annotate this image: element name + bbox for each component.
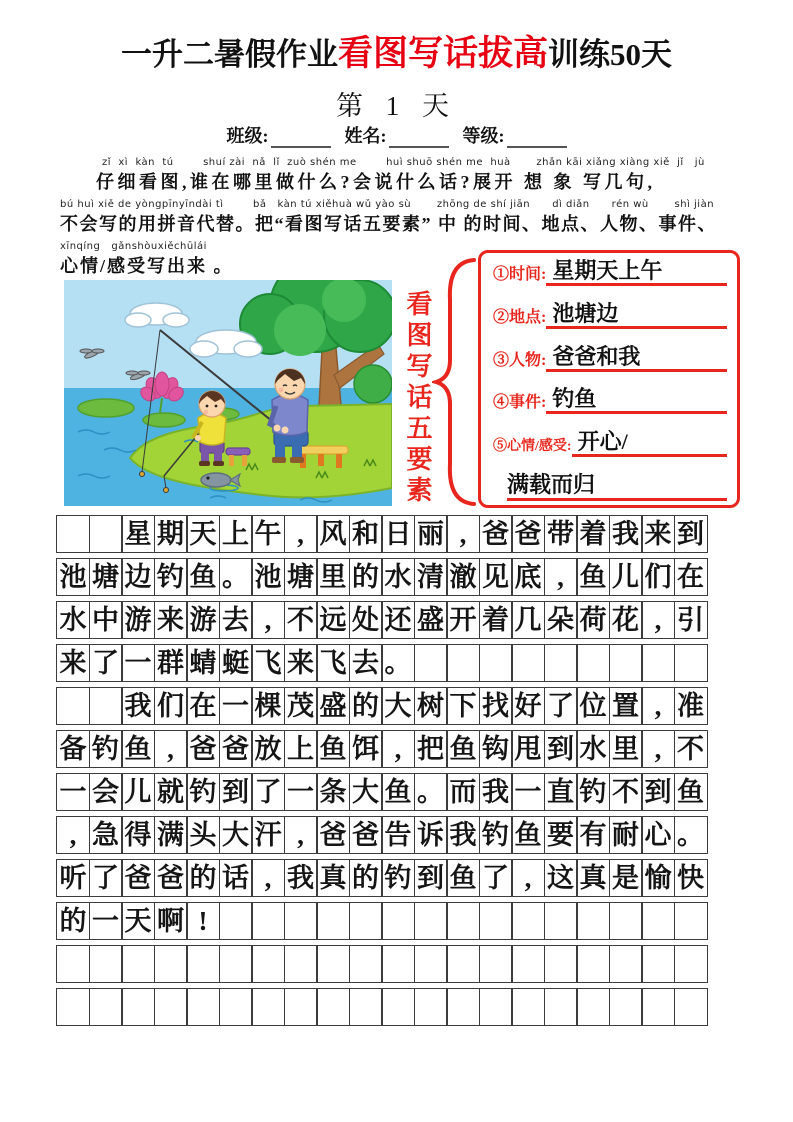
grid-cell: 塘 [284,558,318,596]
grid-cell: 鱼 [381,773,415,811]
grid-cell: , [251,601,285,639]
grid-cell: 得 [121,816,155,854]
element-feeling-value2: 满载而归 [507,473,727,501]
grid-cell: 一 [56,773,90,811]
grid-cell: 鱼 [316,730,350,768]
grid-cell [154,945,188,983]
grid-row [56,945,738,983]
five-elements-box [478,250,740,508]
grid-row [56,515,738,553]
grid-cell: 来 [56,644,90,682]
grid-cell [219,988,253,1026]
grid-cell [381,988,415,1026]
day-title: 第 1 天 [336,91,457,121]
grid-cell [479,902,513,940]
grid-cell [511,902,545,940]
grid-cell [89,687,123,725]
grid-cell: 了 [479,859,513,897]
grid-cell: 鱼 [446,730,480,768]
grid-cell: 的 [349,558,383,596]
grid-cell: 几 [511,601,545,639]
grid-row [56,644,738,682]
grid-cell: , [154,730,188,768]
grid-cell [251,988,285,1026]
grid-cell: 饵 [349,730,383,768]
grid-cell [641,902,675,940]
grid-cell: 的 [56,902,90,940]
grid-cell: 日 [381,515,415,553]
grid-cell [349,902,383,940]
grid-cell: 到 [219,773,253,811]
grid-cell: 上 [284,730,318,768]
grid-cell: 鱼 [446,859,480,897]
grid-cell [511,945,545,983]
grid-cell: 鱼 [186,558,220,596]
element-place-value: 池塘边 [546,302,727,329]
grid-cell: 池 [56,558,90,596]
brace-icon [432,256,480,508]
grid-cell: 大 [219,816,253,854]
class-blank [271,126,331,148]
grid-cell: 就 [154,773,188,811]
grid-cell: 到 [674,515,708,553]
grid-cell: 池 [251,558,285,596]
grid-cell: , [511,859,545,897]
grid-cell: 带 [544,515,578,553]
element-time-value: 星期天上午 [546,259,727,286]
grid-cell: 我 [446,816,480,854]
grid-cell: , [446,515,480,553]
grid-cell: 钓 [479,816,513,854]
grid-cell: 爸 [154,859,188,897]
grid-cell: , [544,558,578,596]
grade-label: 等级: [462,126,505,146]
grid-cell: 游 [186,601,220,639]
grid-row [56,558,738,596]
grid-cell [609,902,643,940]
element-place [493,302,727,329]
grid-cell [186,945,220,983]
grid-cell [219,945,253,983]
grid-cell: 的 [349,687,383,725]
grid-cell [349,988,383,1026]
grid-cell: 爸 [349,816,383,854]
instruction-text-3: 心情/感受写出来 。 [60,256,234,276]
grid-cell: 处 [349,601,383,639]
grid-cell: 。 [381,644,415,682]
grid-cell: 好 [511,687,545,725]
grid-cell: 满 [154,816,188,854]
grid-cell: 。 [674,816,708,854]
grid-cell: 找 [479,687,513,725]
title-highlight: 看图写话拔高 [337,34,548,73]
grid-cell [674,644,708,682]
grid-cell: 上 [219,515,253,553]
grid-cell [56,945,90,983]
grid-cell: 我 [479,773,513,811]
grid-cell: 直 [544,773,578,811]
grid-cell: 盛 [316,687,350,725]
grid-cell: 汗 [251,816,285,854]
element-feeling-label: ⑤心情/感受: [493,439,572,455]
element-person [493,345,727,372]
grid-row [56,773,738,811]
grid-cell: , [284,816,318,854]
grid-cell [284,902,318,940]
grid-cell [316,902,350,940]
grid-cell: 水 [576,730,610,768]
grid-cell: 群 [154,644,188,682]
grid-cell [121,945,155,983]
grid-cell: 听 [56,859,90,897]
grid-cell: 澈 [446,558,480,596]
grid-cell [446,988,480,1026]
grid-cell: 下 [446,687,480,725]
grid-cell: 头 [186,816,220,854]
element-feeling [493,430,727,457]
grid-cell [609,945,643,983]
grid-cell: , [251,859,285,897]
grid-cell: 一 [284,773,318,811]
grid-cell [251,945,285,983]
grid-cell: 。 [414,773,448,811]
grid-cell: 们 [154,687,188,725]
grid-cell: 里 [316,558,350,596]
grid-cell [609,644,643,682]
grid-cell: 了 [89,644,123,682]
grid-cell: 盛 [414,601,448,639]
grid-cell [641,644,675,682]
grid-cell: 爸 [186,730,220,768]
grid-cell [414,988,448,1026]
grid-cell: 天 [186,515,220,553]
grid-cell: 游 [121,601,155,639]
grid-cell [576,902,610,940]
grid-cell: 风 [316,515,350,553]
grid-cell: 蜻 [186,644,220,682]
grid-cell: 放 [251,730,285,768]
instruction-text-1: 仔细看图,谁在哪里做什么?会说什么话?展开 想 象 写几句, [96,172,656,192]
grid-cell: , [641,601,675,639]
grid-cell [316,945,350,983]
grid-cell [576,644,610,682]
grid-cell [316,988,350,1026]
grid-cell: 告 [381,816,415,854]
grid-cell: , [641,730,675,768]
grid-cell [641,988,675,1026]
element-person-value: 爸爸和我 [546,345,727,372]
grid-cell: 位 [576,687,610,725]
five-elements-vertical-label: 看图写话五要素 [403,290,432,507]
grade-field [463,122,567,148]
element-event-label: ④事件: [493,394,547,412]
grid-cell: 真 [576,859,610,897]
grid-cell: 条 [316,773,350,811]
grid-cell: 儿 [609,558,643,596]
grid-cell [219,902,253,940]
grid-cell: 茂 [284,687,318,725]
grid-cell: 爸 [316,816,350,854]
grid-cell: 话 [219,859,253,897]
grid-cell [251,902,285,940]
instruction-pinyin-2: bú huì xiě de yòngpīnyīndài tì bǎ kàn tú xiěhuà wǔ yào sù zhōng de shí jiān dì diǎn rén wù shì jiàn [60,199,715,210]
title-suffix: 训练50天 [548,37,672,72]
grid-cell [544,988,578,1026]
grid-cell: , [284,515,318,553]
grid-cell [414,644,448,682]
grid-cell: 鱼 [121,730,155,768]
grid-cell: 的 [186,859,220,897]
grid-cell: 荷 [576,601,610,639]
grid-cell: 不 [284,601,318,639]
grid-cell: 快 [674,859,708,897]
grid-cell [56,988,90,1026]
grid-cell: 爸 [121,859,155,897]
grid-cell: 诉 [414,816,448,854]
grid-cell: 还 [381,601,415,639]
grid-cell [674,945,708,983]
grid-cell: 有 [576,816,610,854]
grid-cell: 是 [609,859,643,897]
essay-grid [56,515,738,1031]
grid-cell: 着 [479,601,513,639]
grid-cell: 钩 [479,730,513,768]
grid-row [56,730,738,768]
class-label: 班级: [226,126,269,146]
grid-cell: 会 [89,773,123,811]
grid-cell: 的 [349,859,383,897]
grid-cell: 去 [349,644,383,682]
grid-cell: 一 [511,773,545,811]
grid-cell: 朵 [544,601,578,639]
grid-cell: 爸 [511,515,545,553]
grid-cell: 里 [609,730,643,768]
grid-cell: , [56,816,90,854]
element-event [493,387,727,414]
grid-cell: 鱼 [576,558,610,596]
grid-cell: 钓 [381,859,415,897]
grid-cell: 丽 [414,515,448,553]
grid-cell [576,988,610,1026]
class-field [227,122,331,148]
grid-cell: 远 [316,601,350,639]
grid-cell [576,945,610,983]
grid-cell: 一 [89,902,123,940]
grid-cell: 边 [121,558,155,596]
grid-cell: 到 [641,773,675,811]
grid-cell [511,988,545,1026]
grid-row [56,859,738,897]
grid-cell [446,644,480,682]
grid-cell: 清 [414,558,448,596]
grid-cell: 置 [609,687,643,725]
element-person-label: ③人物: [493,351,547,369]
grid-cell [56,515,90,553]
grid-cell: 午 [251,515,285,553]
grid-cell: 大 [349,773,383,811]
grid-cell: 钓 [154,558,188,596]
grid-cell [544,902,578,940]
grid-cell: 去 [219,601,253,639]
grid-cell: 准 [674,687,708,725]
grid-cell: 大 [381,687,415,725]
grid-cell [381,945,415,983]
grid-cell [121,988,155,1026]
name-field [345,122,449,148]
grid-cell: 我 [121,687,155,725]
grid-row [56,816,738,854]
instruction-pinyin-3: xīnqíng gǎnshòuxiěchūlái [60,241,207,252]
grid-cell: 在 [186,687,220,725]
grid-cell: 飞 [251,644,285,682]
grid-cell [446,945,480,983]
grid-cell [89,988,123,1026]
grid-cell: 真 [316,859,350,897]
grid-cell [674,988,708,1026]
grid-row [56,902,738,940]
grid-cell: 啊 [154,902,188,940]
grid-cell [349,945,383,983]
grid-cell: 要 [544,816,578,854]
grid-cell: 水 [381,558,415,596]
grid-cell [479,945,513,983]
grid-cell: 爸 [479,515,513,553]
grid-cell [511,644,545,682]
grid-cell [446,902,480,940]
grid-cell: 开 [446,601,480,639]
grid-cell: 急 [89,816,123,854]
grid-cell: 期 [154,515,188,553]
grid-row [56,601,738,639]
grid-cell: 了 [544,687,578,725]
grid-cell: 不 [674,730,708,768]
grid-cell [641,945,675,983]
grid-row [56,988,738,1026]
grid-cell: 耐 [609,816,643,854]
grid-cell: 天 [121,902,155,940]
grid-cell: 鱼 [674,773,708,811]
grid-cell: 不 [609,773,643,811]
grid-cell: 见 [479,558,513,596]
grid-cell: 来 [154,601,188,639]
grid-cell: 到 [544,730,578,768]
element-time [493,259,727,286]
grid-cell [609,988,643,1026]
grid-cell [674,902,708,940]
grid-cell: 星 [121,515,155,553]
grid-cell: 引 [674,601,708,639]
grid-cell [186,988,220,1026]
grid-cell: 我 [609,515,643,553]
grid-cell: 花 [609,601,643,639]
element-place-label: ②地点: [493,308,547,326]
grid-cell: 钓 [89,730,123,768]
grid-cell: 着 [576,515,610,553]
grid-cell [544,644,578,682]
fishing-scene-illustration [64,280,392,506]
grid-cell: 们 [641,558,675,596]
element-feeling-value: 开心/ [572,430,727,457]
grid-cell: 塘 [89,558,123,596]
element-event-value: 钓鱼 [546,387,727,414]
grid-cell: 这 [544,859,578,897]
grid-cell [414,945,448,983]
grid-cell: 中 [89,601,123,639]
grid-cell [154,988,188,1026]
grid-cell: 蜓 [219,644,253,682]
element-time-label: ①时间: [493,266,547,284]
grid-cell: , [381,730,415,768]
grid-row [56,687,738,725]
grid-cell [479,644,513,682]
grid-cell: ! [186,902,220,940]
instruction-pinyin-1: zǐ xì kàn tú shuí zài nǎ lǐ zuò shén me huì shuō shén me huà zhǎn kāi xiǎng xiàng xiě jǐ jù [102,157,705,168]
grid-cell: 在 [674,558,708,596]
meta-row [0,122,793,148]
grid-cell: 树 [414,687,448,725]
name-blank [389,126,449,148]
grid-cell: 和 [349,515,383,553]
grid-cell: 备 [56,730,90,768]
grid-cell: 一 [219,687,253,725]
grid-cell: 愉 [641,859,675,897]
grid-cell: 了 [89,859,123,897]
grid-cell: 来 [641,515,675,553]
grid-cell [479,988,513,1026]
grid-cell [381,902,415,940]
grid-cell: 鱼 [511,816,545,854]
page-title [0,26,793,76]
grid-cell: 棵 [251,687,285,725]
grid-cell: 飞 [316,644,350,682]
grid-cell: 水 [56,601,90,639]
name-label: 姓名: [344,126,387,146]
grid-cell: 来 [284,644,318,682]
grid-cell: , [641,687,675,725]
grid-cell: 钓 [576,773,610,811]
grid-cell: 一 [121,644,155,682]
grid-cell [89,515,123,553]
grid-cell: 钓 [186,773,220,811]
grid-cell: 底 [511,558,545,596]
grid-cell [89,945,123,983]
grid-cell: 心 [641,816,675,854]
grid-cell [56,687,90,725]
grid-cell [544,945,578,983]
grade-blank [507,126,567,148]
grid-cell: 儿 [121,773,155,811]
grid-cell: 爸 [219,730,253,768]
grid-cell: 我 [284,859,318,897]
grid-cell: 而 [446,773,480,811]
grid-cell [284,945,318,983]
grid-cell: 把 [414,730,448,768]
title-prefix: 一升二暑假作业 [120,37,338,72]
instruction-text-2: 不会写的用拼音代替。把“看图写话五要素” 中 的时间、地点、人物、事件、 [60,214,717,234]
grid-cell [284,988,318,1026]
grid-cell [414,902,448,940]
grid-cell: 。 [219,558,253,596]
grid-cell: 到 [414,859,448,897]
grid-cell: 了 [251,773,285,811]
grid-cell: 甩 [511,730,545,768]
